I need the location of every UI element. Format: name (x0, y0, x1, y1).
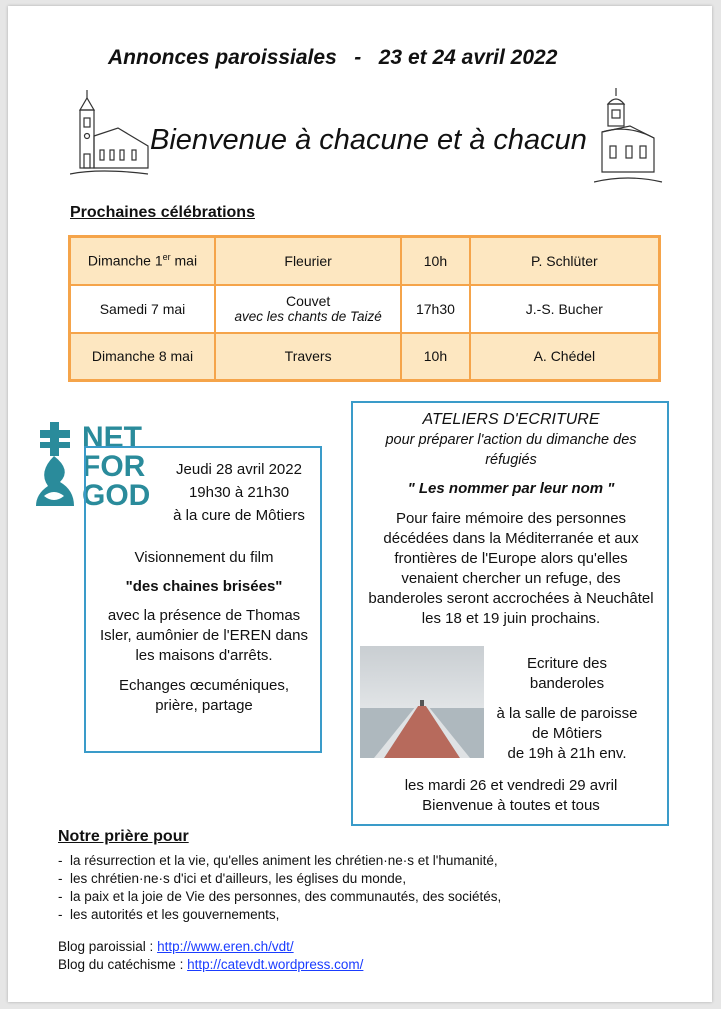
closing-text: Echanges œcuméniques, prière, partage (118, 677, 290, 714)
celebrations-title: Prochaines célébrations (70, 204, 255, 221)
blog-catechisme (58, 956, 363, 974)
celebration-time: 10h (401, 333, 469, 381)
church-left-illustration (70, 88, 150, 178)
blog-paroisse-link[interactable]: http://www.eren.ch/vdt/ (157, 939, 294, 954)
celebration-place-note: avec les chants de Taizé (234, 309, 382, 324)
ateliers-dates: les mardi 26 et vendredi 29 avril (404, 777, 618, 794)
ateliers-subtitle: pour préparer l'action du dimanche des réfugiés (385, 432, 637, 468)
ateliers-title: ATELIERS D'ECRITURE (422, 411, 600, 428)
event-place: à la cure de Môtiers (173, 507, 305, 524)
celebration-officiant: J.-S. Bucher (470, 285, 660, 333)
film-intro: Visionnement du film (134, 549, 274, 566)
celebration-place: Travers (215, 333, 401, 381)
list-item: - les autorités et les gouvernements, (58, 907, 280, 922)
side-activity: Ecriture des banderoles (526, 655, 608, 692)
blog-catechisme-link[interactable]: http://catevdt.wordpress.com/ (187, 957, 364, 972)
pier-photo (360, 646, 484, 758)
table-row (70, 237, 660, 285)
side-place: à la salle de paroisse de Môtiers (496, 705, 638, 742)
netforgod-details (94, 548, 314, 716)
presence-text: avec la présence de Thomas Isler, aumônier de l'EREN dans les maisons d'arrêts. (100, 607, 308, 664)
ateliers-header (366, 410, 656, 629)
side-time: de 19h à 21h env. (507, 745, 627, 762)
page-title: Annonces paroissiales - 23 et 24 avril 2022 (108, 46, 558, 69)
celebrations-table (68, 235, 661, 382)
blog-catechisme-label: Blog du catéchisme : (58, 957, 188, 972)
celebration-officiant: P. Schlüter (470, 237, 660, 285)
celebration-date: Samedi 7 mai (70, 285, 216, 333)
ateliers-side-info (492, 654, 642, 764)
church-right-illustration (594, 86, 664, 186)
blog-paroisse (58, 938, 294, 956)
logo-line-net: NET (82, 421, 142, 454)
list-item: - la paix et la joie de Vie des personnes, des communautés, des sociétés, (58, 889, 502, 904)
celebration-time: 10h (401, 237, 469, 285)
event-time: 19h30 à 21h30 (188, 484, 290, 501)
ateliers-quote: " Les nommer par leur nom " (407, 480, 615, 497)
celebration-place: Couvet avec les chants de Taizé (215, 285, 401, 333)
prayer-title: Notre prière pour (58, 828, 189, 845)
ateliers-footer (366, 776, 656, 816)
netforgod-schedule (164, 458, 314, 527)
celebration-place: Fleurier (215, 237, 401, 285)
list-item: - les chrétien·ne·s d'ici et d'ailleurs, les églises du monde, (58, 871, 407, 886)
list-item: - la résurrection et la vie, qu'elles animent les chrétien·ne·s et l'humanité, (58, 853, 498, 868)
celebration-officiant: A. Chédel (470, 333, 660, 381)
celebration-date: Dimanche 8 mai (70, 333, 216, 381)
ateliers-body: Pour faire mémoire des personnes décédées dans la Méditerranée et aux frontières de l'Europe alors qu'elles venaient chercher un refuge, des banderoles seront accrochées à Neuchâtel les 18 et 19 juin prochains. (368, 510, 654, 627)
table-row (70, 285, 660, 333)
cross-fish-icon (34, 420, 76, 508)
film-title: "des chaines brisées" (125, 578, 283, 595)
blog-paroisse-label: Blog paroissial : (58, 939, 158, 954)
page (8, 6, 712, 1002)
celebration-time: 17h30 (401, 285, 469, 333)
table-row (70, 333, 660, 381)
ateliers-welcome: Bienvenue à toutes et tous (422, 797, 600, 814)
prayer-list (58, 852, 698, 924)
celebration-date: Dimanche 1er mai (70, 237, 216, 285)
event-date: Jeudi 28 avril 2022 (176, 461, 302, 478)
logo-line-god: GOD (82, 479, 151, 512)
welcome-heading: Bienvenue à chacune et à chacun (150, 124, 587, 156)
logo-line-for: FOR (82, 450, 146, 483)
